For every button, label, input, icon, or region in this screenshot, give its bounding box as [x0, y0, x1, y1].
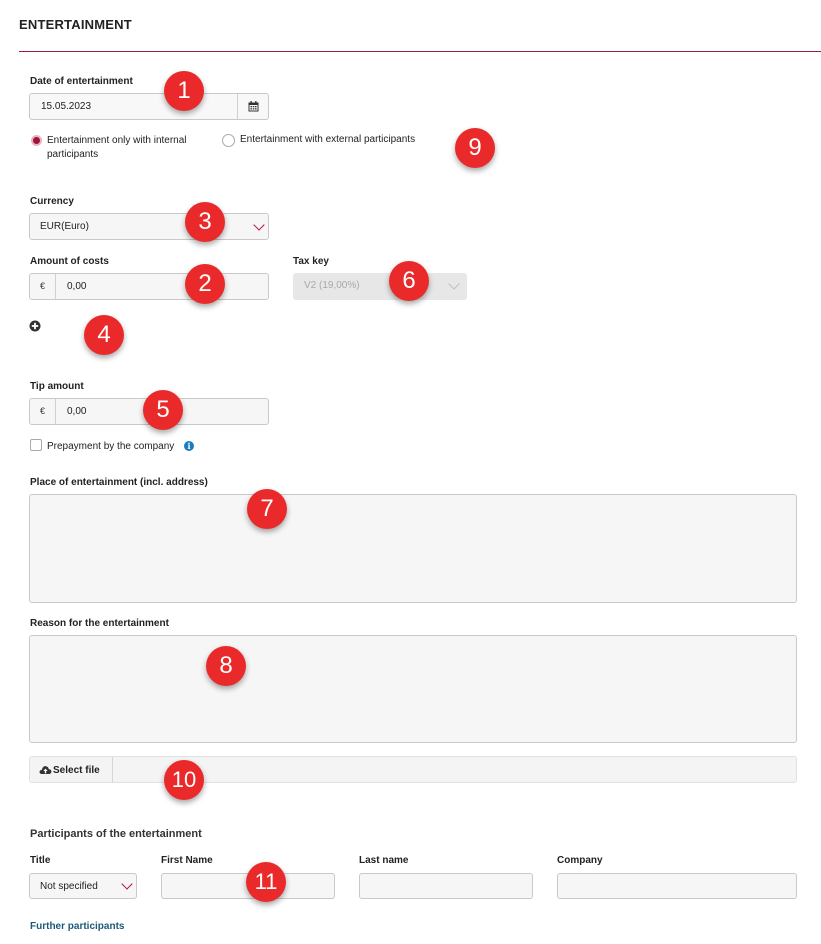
calendar-button[interactable] [238, 94, 269, 119]
internal-participants-radio[interactable] [31, 135, 42, 146]
internal-participants-label-line2: participants [47, 149, 99, 160]
tax-key-value: V2 (19,00%) [304, 280, 360, 291]
amount-value: 0,00 [67, 281, 87, 292]
reason-textarea[interactable] [29, 635, 797, 743]
callout-badge: 8 [206, 646, 246, 686]
currency-select[interactable] [29, 213, 269, 240]
chevron-down-icon [253, 219, 264, 230]
add-circle-icon[interactable] [29, 320, 41, 332]
participant-title-value: Not specified [40, 881, 98, 892]
tip-value: 0,00 [67, 406, 87, 417]
file-upload-bar [29, 756, 797, 783]
internal-participants-label[interactable] [47, 134, 187, 162]
currency-value: EUR(Euro) [40, 221, 89, 232]
euro-prefix: € [30, 399, 56, 424]
callout-badge: 10 [164, 760, 204, 800]
participant-company-input[interactable] [557, 873, 797, 899]
tax-key-label: Tax key [293, 256, 329, 267]
callout-badge: 7 [247, 489, 287, 529]
cloud-upload-icon [39, 765, 52, 775]
external-participants-label[interactable]: Entertainment with external participants [240, 134, 416, 145]
currency-label: Currency [30, 196, 74, 207]
amount-field[interactable] [29, 273, 269, 300]
chevron-down-icon [448, 278, 459, 289]
prepayment-label[interactable]: Prepayment by the company [47, 441, 175, 452]
callout-badge: 1 [164, 71, 204, 111]
company-column-label: Company [557, 855, 603, 866]
tax-key-select [293, 273, 467, 300]
participant-last-name-input[interactable] [359, 873, 533, 899]
amount-label: Amount of costs [30, 256, 109, 267]
section-divider [19, 51, 821, 52]
date-value: 15.05.2023 [41, 101, 92, 112]
callout-badge: 2 [185, 264, 225, 304]
info-icon[interactable]: i [184, 441, 194, 451]
participants-heading: Participants of the entertainment [30, 828, 202, 840]
callout-badge: 4 [84, 315, 124, 355]
internal-participants-label-line1: Entertainment only with internal [47, 135, 187, 146]
date-field[interactable] [29, 93, 269, 120]
title-column-label: Title [30, 855, 51, 866]
callout-badge: 6 [389, 261, 429, 301]
participant-title-select[interactable] [29, 873, 137, 899]
last-name-column-label: Last name [359, 855, 409, 866]
select-file-label: Select file [53, 765, 100, 776]
place-label: Place of entertainment (incl. address) [30, 477, 208, 488]
reason-label: Reason for the entertainment [30, 618, 169, 629]
callout-badge: 9 [455, 128, 495, 168]
tip-label: Tip amount [30, 381, 84, 392]
first-name-column-label: First Name [161, 855, 213, 866]
calendar-icon [248, 101, 259, 112]
callout-badge: 11 [246, 862, 286, 902]
callout-badge: 3 [185, 202, 225, 242]
place-textarea[interactable] [29, 494, 797, 603]
select-file-button[interactable] [30, 757, 113, 782]
callout-badge: 5 [143, 390, 183, 430]
prepayment-checkbox[interactable] [30, 439, 42, 451]
section-title: ENTERTAINMENT [19, 17, 132, 32]
date-label: Date of entertainment [30, 76, 133, 87]
further-participants-link[interactable]: Further participants [30, 921, 125, 932]
chevron-down-icon [121, 878, 132, 889]
euro-prefix: € [30, 274, 56, 299]
external-participants-radio[interactable] [222, 134, 235, 147]
